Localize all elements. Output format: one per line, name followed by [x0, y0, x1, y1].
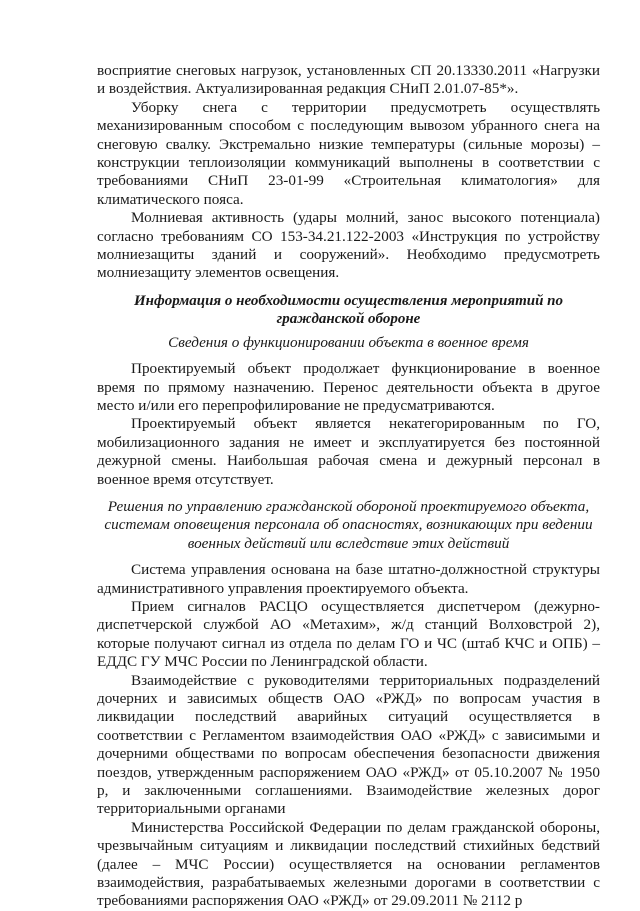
- paragraph-signal-reception: Прием сигналов РАСЦО осуществляется диспетчером (дежурно-диспетчерской службой АО «Метахим», ж/д станций Волховстрой 2), которые получают сигнал из отдела по делам ГО и ЧС (штаб КЧС и ОПБ) – ЕДДС ГУ МЧС России по Ленинградской области.: [97, 597, 600, 671]
- paragraph-wartime-function: Проектируемый объект продолжает функционирование в военное время по прямому назначению. Перенос деятельности объекта в другое место и/или его перепрофилирование не предусматриваются.: [97, 360, 600, 414]
- paragraph-snow-loads: восприятие снеговых нагрузок, установленных СП 20.13330.2011 «Нагрузки и воздействия. Актуализированная редакция СНиП 2.01.07-85*».: [97, 62, 600, 98]
- paragraph-category: Проектируемый объект является некатегорированным по ГО, мобилизационного задания не имеет и эксплуатируется без постоянной дежурной смены. Наибольшая рабочая смена и дежурный персонал в военное время отсутствует.: [97, 415, 600, 488]
- subheading-management-decisions: Решения по управлению гражданской обороной проектируемого объекта, системам оповещения персонала об опасностях, возникающих при ведении военных действий или вследствие этих действий: [104, 497, 593, 552]
- paragraph-ministry: Министерства Российской Федерации по делам гражданской обороны, чрезвычайным ситуациям и ликвидации последствий стихийных бедствий (далее – МЧС России) осуществляется на основании регламентов взаимодействия, разрабатываемых железными дорогами в соответствии с требованиями распоряжения ОАО «РЖД» от 29.09.2011 № 2112 р: [97, 818, 600, 910]
- paragraph-lightning: Молниевая активность (удары молний, занос высокого потенциала) согласно требованиям СО 153-34.21.122-2003 «Инструкция по устройству молниезащиты зданий и сооружений». Необходимо предусмотреть молниезащиту элементов освещения.: [97, 209, 600, 282]
- paragraph-control-system: Система управления основана на базе штатно-должностной структуры административного управления проектируемого объекта.: [97, 561, 600, 597]
- paragraph-interaction: Взаимодействие с руководителями территориальных подразделений дочерних и зависимых обществ ОАО «РЖД» по вопросам участия в ликвидации последствий аварийных ситуаций осуществляется в соответствии с Регламентом взаимодействия ОАО «РЖД» с зависимыми и дочерними обществами по вопросам обеспечения безопасности движения поездов, утвержденным распоряжением ОАО «РЖД» от 05.10.2007 № 1950 р, и заключенными соглашениями. Взаимодействие железных дорог территориальными органами: [97, 671, 600, 818]
- subheading-wartime-operation: Сведения о функционировании объекта в военное время: [168, 333, 529, 351]
- paragraph-snow-removal: Уборку снега с территории предусмотреть осуществлять механизированным способом с последующим вывозом убранного снега на снеговую свалку. Экстремально низкие температуры (сильные морозы) – конструкции теплоизоляции коммуникаций выполнены в соответствии с требованиями СНиП 23-01-99 «Строительная климатология» для климатического пояса.: [97, 98, 600, 208]
- section-heading-civil-defense: Информация о необходимости осуществления мероприятий по гражданской обороне: [133, 292, 564, 328]
